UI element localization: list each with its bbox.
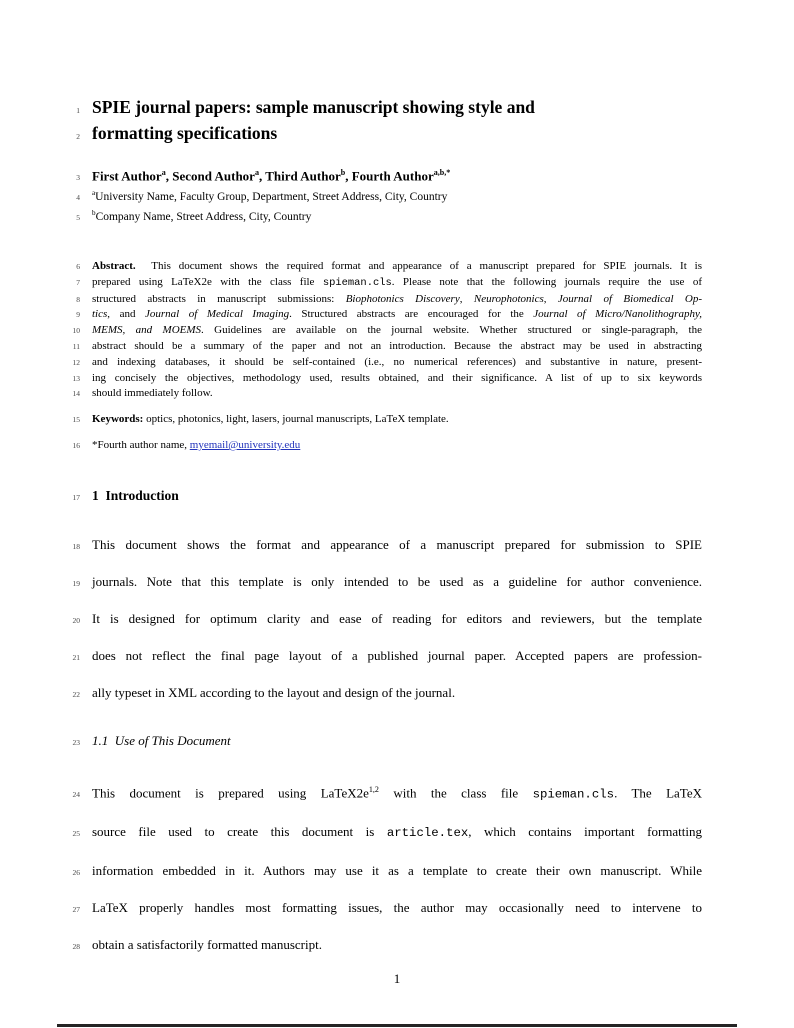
text-segment: b bbox=[92, 209, 96, 218]
text-segment: a,b,* bbox=[433, 168, 451, 177]
line-content bbox=[92, 412, 702, 428]
line-number: 24 bbox=[72, 790, 80, 800]
manuscript-line bbox=[56, 339, 794, 355]
text-segment: structured abstracts in manuscript submissions: bbox=[92, 292, 346, 305]
text-segment: , Fourth Author bbox=[345, 168, 434, 184]
text-segment: It is designed for optimum clarity and ease of reading for editors and reviewers, but the template bbox=[92, 610, 702, 626]
manuscript-line bbox=[56, 889, 794, 926]
line-content bbox=[92, 259, 702, 275]
manuscript-line bbox=[56, 323, 794, 339]
line-number: 12 bbox=[72, 357, 80, 367]
text-segment: University Name, Faculty Group, Department, Street Address, City, Country bbox=[95, 191, 448, 204]
line-number: 6 bbox=[76, 261, 80, 271]
manuscript-line bbox=[56, 259, 794, 275]
manuscript-line bbox=[56, 205, 794, 225]
manuscript-line bbox=[56, 275, 794, 292]
text-segment: . Structured abstracts are encouraged for the bbox=[289, 308, 534, 321]
text-segment: , which contains important formatting bbox=[468, 824, 702, 840]
manuscript-line bbox=[56, 120, 794, 146]
manuscript-line bbox=[56, 674, 794, 711]
line-content bbox=[92, 889, 702, 926]
text-segment: prepared using LaTeX2e with the class file bbox=[92, 275, 323, 288]
manuscript-line bbox=[56, 637, 794, 674]
line-content bbox=[92, 771, 702, 813]
line-content bbox=[92, 120, 702, 146]
line-number: 16 bbox=[72, 440, 80, 450]
line-number: 3 bbox=[76, 173, 80, 183]
line-content bbox=[92, 386, 702, 402]
text-segment: , Second Author bbox=[165, 168, 255, 184]
manuscript-line bbox=[56, 164, 794, 185]
line-content bbox=[92, 323, 702, 339]
line-number: 8 bbox=[76, 294, 80, 304]
line-number: 18 bbox=[72, 541, 80, 551]
line-content bbox=[92, 813, 702, 852]
manuscript-line bbox=[56, 600, 794, 637]
line-number: 27 bbox=[72, 905, 80, 915]
manuscript-line bbox=[56, 386, 794, 402]
line-number: 2 bbox=[76, 132, 80, 141]
line-number: 13 bbox=[72, 373, 80, 383]
text-segment: optics, photonics, light, lasers, journal manuscripts, LaTeX template. bbox=[143, 413, 449, 426]
text-segment: with the class file bbox=[378, 785, 533, 801]
text-segment: Biophotonics Discovery bbox=[345, 292, 460, 305]
line-number: 9 bbox=[76, 310, 80, 320]
text-segment: does not reflect the final page layout of a published journal paper. Accepted papers are profession- bbox=[92, 647, 702, 663]
text-segment: a bbox=[254, 168, 259, 177]
line-content bbox=[92, 339, 702, 355]
line-content bbox=[92, 731, 702, 751]
line-content bbox=[92, 438, 702, 454]
line-content bbox=[92, 926, 702, 963]
text-segment: article.tex bbox=[386, 826, 469, 841]
line-number: 21 bbox=[72, 652, 80, 662]
line-content bbox=[92, 486, 702, 506]
manuscript-line bbox=[56, 731, 794, 751]
text-segment: , bbox=[543, 292, 558, 305]
line-number: 22 bbox=[72, 689, 80, 699]
manuscript-line bbox=[56, 307, 794, 323]
text-segment: , bbox=[459, 292, 474, 305]
text-segment: , and bbox=[107, 308, 145, 321]
line-number: 1 bbox=[76, 106, 80, 115]
page-number: 1 bbox=[393, 971, 401, 987]
text-segment: and indexing databases, it should be self-contained (i.e., no numerical references) and substantive in nature, present- bbox=[92, 355, 702, 368]
line-number: 11 bbox=[72, 341, 80, 351]
manuscript-line bbox=[56, 412, 794, 428]
line-content bbox=[92, 852, 702, 889]
text-segment: This document shows the format and appearance of a manuscript prepared for submission to SPIE bbox=[92, 536, 702, 552]
line-number: 7 bbox=[76, 277, 80, 287]
manuscript-line bbox=[56, 486, 794, 506]
text-segment: SPIE journal papers: sample manuscript showing style and bbox=[92, 97, 535, 117]
text-segment: This document is prepared using LaTeX2e bbox=[92, 785, 369, 801]
text-segment: This document shows the required format and appearance of a manuscript prepared for SPIE journals. It is bbox=[135, 259, 702, 272]
manuscript-line bbox=[56, 771, 794, 813]
line-content bbox=[92, 185, 702, 205]
line-number: 10 bbox=[72, 326, 80, 336]
line-content bbox=[92, 275, 702, 292]
manuscript-line bbox=[56, 852, 794, 889]
manuscript-line bbox=[56, 813, 794, 852]
line-number: 23 bbox=[72, 737, 80, 747]
text-segment: . Please note that the following journals require the use of bbox=[391, 275, 702, 288]
line-content bbox=[92, 205, 702, 225]
text-segment: 1,2 bbox=[368, 784, 379, 794]
manuscript-line bbox=[56, 526, 794, 563]
text-segment: , Third Author bbox=[258, 168, 341, 184]
line-content bbox=[92, 307, 702, 323]
manuscript-body bbox=[56, 94, 794, 963]
text-segment: Company Name, Street Address, City, Country bbox=[95, 210, 312, 223]
line-content bbox=[92, 637, 702, 674]
text-segment: *Fourth author name, bbox=[92, 438, 190, 451]
text-segment: obtain a satisfactorily formatted manuscript. bbox=[92, 937, 322, 953]
page-bottom-edge bbox=[57, 1024, 737, 1027]
text-segment: tics bbox=[92, 308, 108, 321]
text-segment: abstract should be a summary of the paper and not an introduction. Because the abstract may be used in abstracting bbox=[92, 339, 702, 352]
line-number: 5 bbox=[76, 212, 80, 222]
line-content bbox=[92, 355, 702, 371]
text-segment: formatting specifications bbox=[92, 123, 278, 143]
text-segment: MEMS, and MOEMS bbox=[92, 324, 202, 337]
text-segment: ing concisely the objectives, methodology used, results obtained, and their significance. A list of up to six keywords bbox=[92, 371, 702, 384]
line-content bbox=[92, 164, 702, 185]
manuscript-line bbox=[56, 185, 794, 205]
text-segment: LaTeX properly handles most formatting issues, the author may occasionally need to intervene to bbox=[92, 900, 702, 916]
manuscript-line bbox=[56, 371, 794, 387]
line-content bbox=[92, 292, 702, 308]
manuscript-line bbox=[56, 355, 794, 371]
text-segment: Neurophotonics bbox=[473, 292, 544, 305]
text-segment: 1.1 Use of This Document bbox=[92, 732, 231, 748]
text-segment: . The LaTeX bbox=[614, 785, 703, 801]
manuscript-line bbox=[56, 438, 794, 454]
text-segment: Journal of Micro/Nanolithography, bbox=[533, 308, 702, 321]
line-content bbox=[92, 563, 702, 600]
text-segment: 1 Introduction bbox=[92, 487, 179, 503]
line-content bbox=[92, 600, 702, 637]
text-segment: should immediately follow. bbox=[92, 387, 213, 400]
text-segment: a bbox=[92, 189, 96, 198]
line-number: 4 bbox=[76, 193, 80, 203]
line-content bbox=[92, 371, 702, 387]
text-segment: source file used to create this document is bbox=[92, 824, 387, 840]
line-content bbox=[92, 94, 702, 120]
text-segment: spieman.cls bbox=[322, 276, 392, 289]
text-segment: . Guidelines are available on the journal website. Whether structured or single-paragraph, the bbox=[201, 324, 702, 337]
text-segment: ally typeset in XML according to the layout and design of the journal. bbox=[92, 684, 456, 700]
text-segment: information embedded in it. Authors may use it as a template to create their own manuscript. While bbox=[92, 863, 702, 879]
text-segment: Journal of Biomedical Op- bbox=[557, 292, 703, 305]
line-number: 20 bbox=[72, 615, 80, 625]
manuscript-line bbox=[56, 926, 794, 963]
line-content bbox=[92, 526, 702, 563]
text-segment: spieman.cls bbox=[532, 787, 615, 802]
text-segment: Keywords: bbox=[92, 413, 144, 426]
text-segment: b bbox=[340, 168, 346, 177]
manuscript-line bbox=[56, 563, 794, 600]
line-number: 26 bbox=[72, 868, 80, 878]
line-number: 25 bbox=[72, 829, 80, 839]
line-number: 19 bbox=[72, 578, 80, 588]
text-segment: a bbox=[161, 168, 166, 177]
line-number: 14 bbox=[72, 389, 80, 399]
text-segment: journals. Note that this template is only intended to be used as a guideline for author convenience. bbox=[92, 573, 702, 589]
line-number: 17 bbox=[72, 492, 80, 502]
text-segment: Abstract. bbox=[92, 259, 136, 272]
manuscript-line bbox=[56, 292, 794, 308]
text-segment: First Author bbox=[92, 168, 162, 184]
text-segment: Journal of Medical Imaging bbox=[145, 308, 290, 321]
line-content bbox=[92, 674, 702, 711]
email-link[interactable]: myemail@university.edu bbox=[189, 438, 301, 451]
line-number: 15 bbox=[72, 415, 80, 425]
line-number: 28 bbox=[72, 942, 80, 952]
manuscript-line bbox=[56, 94, 794, 120]
